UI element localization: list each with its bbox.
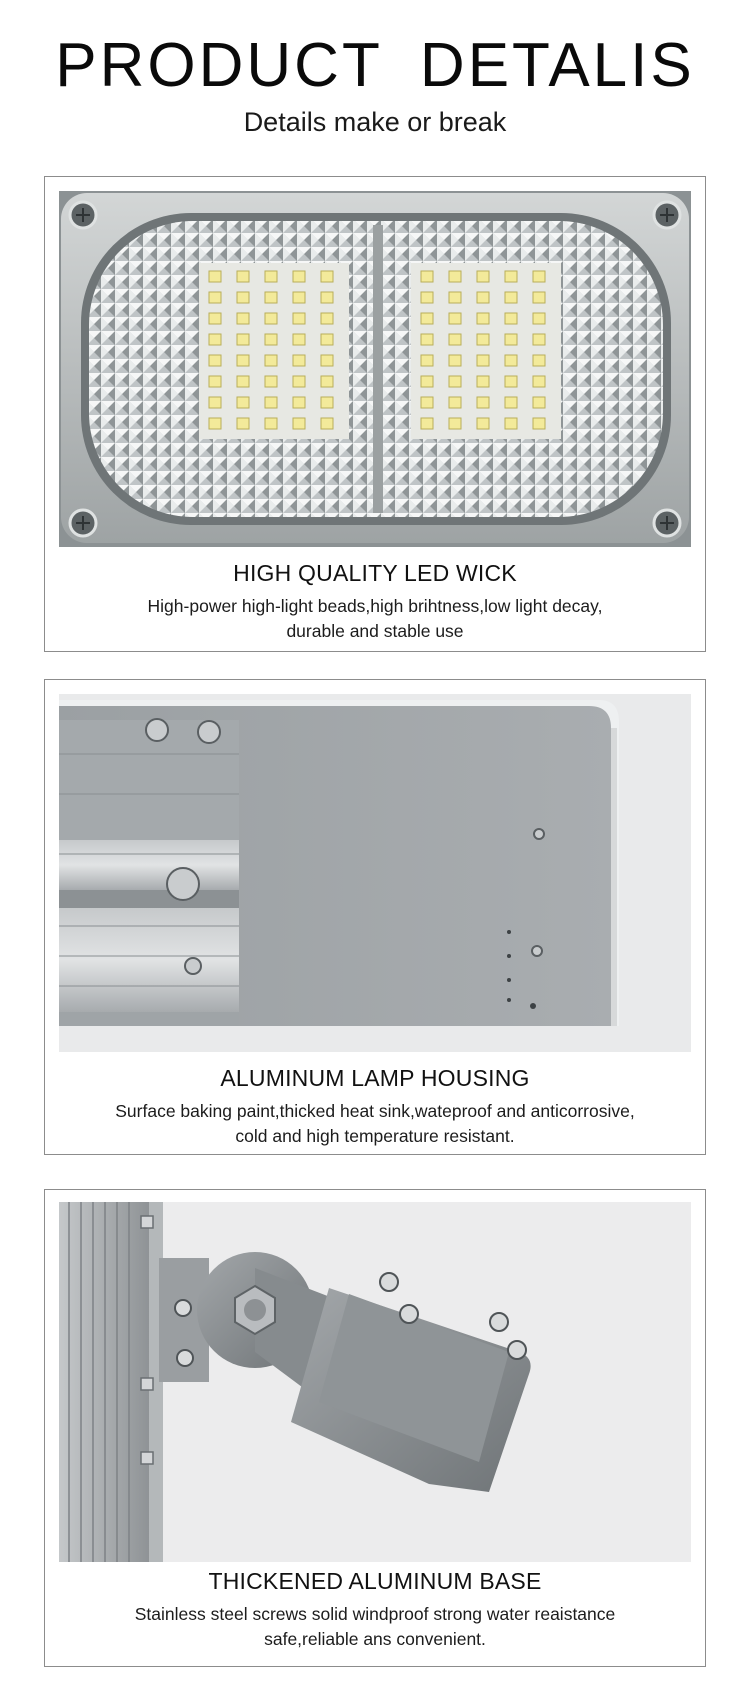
led-bead (477, 313, 489, 324)
led-bead (265, 355, 277, 366)
led-bead (533, 355, 545, 366)
led-bead (209, 397, 221, 408)
page-header (0, 0, 750, 160)
led-bead (209, 313, 221, 324)
led-bead (449, 355, 461, 366)
led-bead (265, 313, 277, 324)
led-bead (321, 292, 333, 303)
led-bead (237, 334, 249, 345)
base-photo (59, 1202, 691, 1562)
led-bead (477, 376, 489, 387)
led-bead (505, 355, 517, 366)
led-bead (421, 271, 433, 282)
led-bead (237, 271, 249, 282)
led-bead (421, 292, 433, 303)
led-bead (449, 334, 461, 345)
aluminum-base-image (59, 1202, 691, 1562)
led-bead (505, 334, 517, 345)
led-bead (477, 292, 489, 303)
led-bead (421, 334, 433, 345)
feature-caption (45, 558, 705, 644)
led-bead (533, 292, 545, 303)
led-bead (477, 418, 489, 429)
feature-card-lamp-housing (44, 679, 706, 1155)
page-subtitle: Details make or break (243, 107, 507, 137)
led-bead (293, 397, 305, 408)
led-bead (265, 376, 277, 387)
feature-title: THICKENED ALUMINUM BASE (208, 1568, 542, 1594)
led-bead (421, 376, 433, 387)
led-bead (293, 271, 305, 282)
led-bead (209, 271, 221, 282)
led-bead (265, 292, 277, 303)
led-bead (321, 271, 333, 282)
led-module-image (59, 191, 691, 547)
feature-description-line: Surface baking paint,thicked heat sink,wateproof and anticorrosive, (115, 1101, 635, 1121)
led-bead (533, 271, 545, 282)
led-bead (321, 313, 333, 324)
led-bead (237, 292, 249, 303)
led-bead (533, 418, 545, 429)
led-bead (237, 376, 249, 387)
led-bead (265, 334, 277, 345)
led-bead (449, 397, 461, 408)
led-bead (505, 292, 517, 303)
led-bead (533, 376, 545, 387)
led-bead (265, 418, 277, 429)
feature-description (45, 1602, 705, 1652)
led-bead (321, 355, 333, 366)
led-bead (321, 418, 333, 429)
led-bead (505, 418, 517, 429)
led-bead (293, 376, 305, 387)
led-bead (237, 355, 249, 366)
led-bead (265, 271, 277, 282)
led-bead (209, 376, 221, 387)
led-bead (237, 313, 249, 324)
feature-title: ALUMINUM LAMP HOUSING (220, 1065, 530, 1091)
led-bead (237, 418, 249, 429)
led-bead (449, 313, 461, 324)
led-bead (209, 334, 221, 345)
led-bead (421, 313, 433, 324)
led-bead (533, 313, 545, 324)
led-bead (321, 376, 333, 387)
feature-caption (45, 1566, 705, 1652)
lamp-housing-image (59, 694, 691, 1052)
feature-description-line: High-power high-light beads,high brihtness,low light decay, (147, 596, 603, 616)
led-bead (293, 313, 305, 324)
led-bead (505, 397, 517, 408)
feature-caption (45, 1063, 705, 1149)
led-bead (293, 355, 305, 366)
led-bead (449, 292, 461, 303)
led-bead (477, 397, 489, 408)
led-bead (237, 397, 249, 408)
led-bead (209, 418, 221, 429)
led-bead (421, 418, 433, 429)
led-bead (533, 334, 545, 345)
housing-photo (59, 694, 691, 1052)
led-bead (293, 418, 305, 429)
led-module-photo (59, 191, 691, 547)
led-bead (293, 292, 305, 303)
led-bead (449, 376, 461, 387)
feature-card-led-wick (44, 176, 706, 652)
feature-description (45, 594, 705, 644)
feature-title: HIGH QUALITY LED WICK (233, 560, 517, 586)
feature-card-aluminum-base (44, 1189, 706, 1667)
feature-description-line: Stainless steel screws solid windproof strong water reaistance (134, 1604, 616, 1624)
led-bead (449, 418, 461, 429)
led-bead (293, 334, 305, 345)
feature-description-line: safe,reliable ans convenient. (264, 1629, 486, 1649)
led-bead (265, 397, 277, 408)
led-bead (421, 397, 433, 408)
led-bead (505, 376, 517, 387)
led-bead (209, 292, 221, 303)
led-bead (209, 355, 221, 366)
feature-description-line: durable and stable use (286, 621, 464, 641)
led-bead (477, 271, 489, 282)
led-bead (477, 355, 489, 366)
page-title: PRODUCT DETALIS (55, 31, 695, 100)
led-bead (477, 334, 489, 345)
led-bead (505, 271, 517, 282)
led-bead (421, 355, 433, 366)
led-bead (533, 397, 545, 408)
led-bead (321, 397, 333, 408)
led-bead (505, 313, 517, 324)
led-bead (321, 334, 333, 345)
led-bead (449, 271, 461, 282)
feature-description (45, 1099, 705, 1149)
feature-description-line: cold and high temperature resistant. (235, 1126, 515, 1146)
